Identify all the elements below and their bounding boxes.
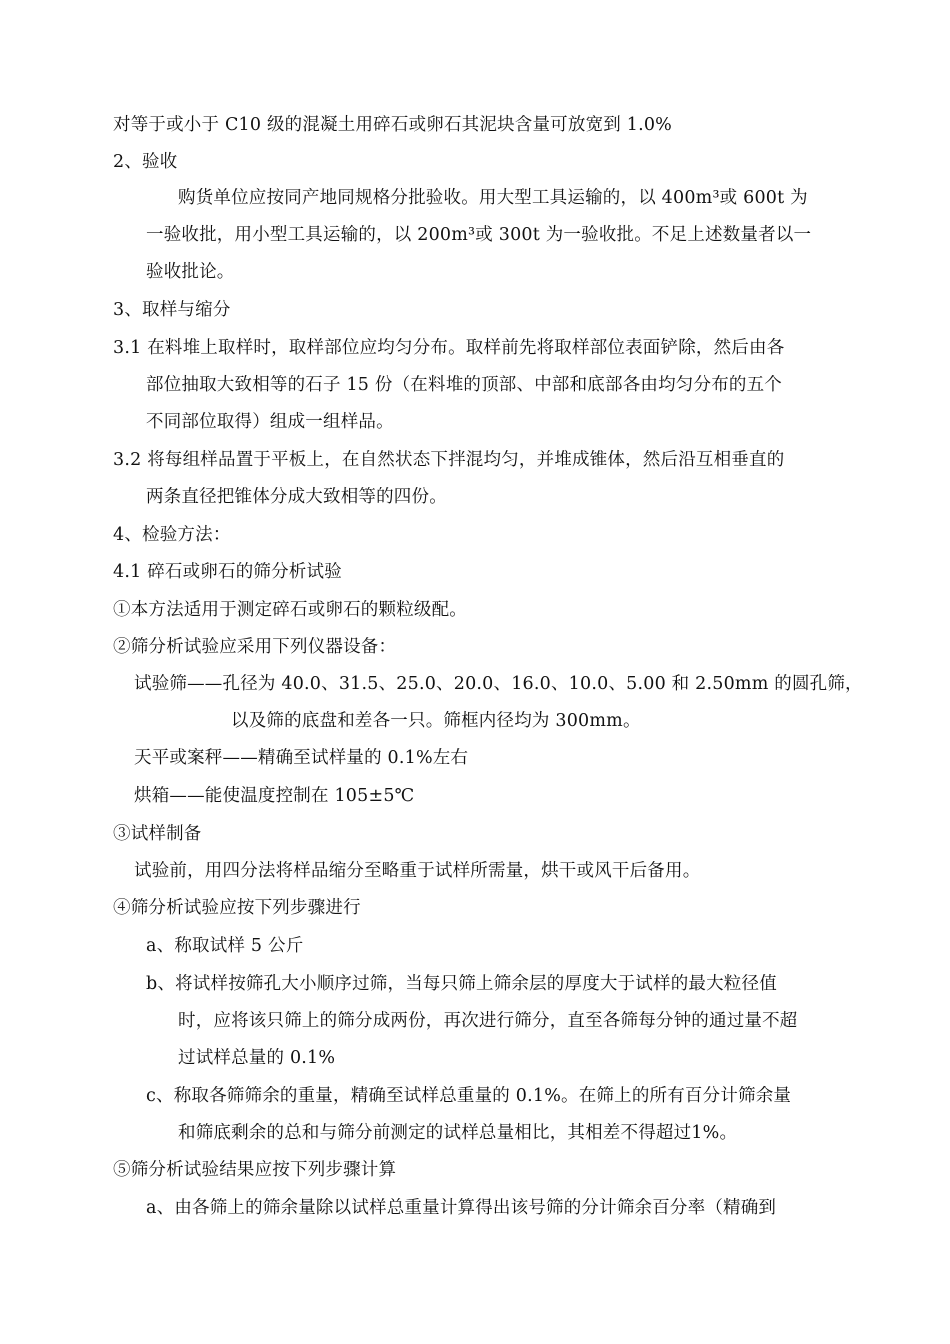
text-line: 时，应将该只筛上的筛分成两份，再次进行筛分，直至各筛每分钟的通过量不超: [178, 1011, 798, 1031]
text-line: 以及筛的底盘和差各一只。筛框内径均为 300mm。: [231, 711, 641, 731]
text-line: 验收批论。: [146, 262, 235, 282]
text-line: 一验收批，用小型工具运输的，以 200m³或 300t 为一验收批。不足上述数量者以一: [146, 225, 812, 245]
section-heading: 3、取样与缩分: [113, 300, 231, 320]
text-line: ②筛分析试验应采用下列仪器设备：: [113, 637, 397, 657]
text-line: a、称取试样 5 公斤: [146, 936, 304, 956]
text-line: 不同部位取得）组成一组样品。: [146, 412, 394, 432]
text-line: 烘箱——能使温度控制在 105±5℃: [134, 786, 415, 806]
text-line: 天平或案秤——精确至试样量的 0.1%左右: [134, 748, 469, 768]
text-line: ④筛分析试验应按下列步骤进行: [113, 898, 361, 918]
text-line: 过试样总量的 0.1%: [178, 1048, 336, 1068]
text-line: 3.2 将每组样品置于平板上，在自然状态下拌混均匀，并堆成锥体，然后沿互相垂直的: [113, 450, 785, 470]
text-line: a、由各筛上的筛余量除以试样总重量计算得出该号筛的分计筛余百分率（精确到: [146, 1198, 777, 1218]
text-line: 试验前，用四分法将样品缩分至略重于试样所需量，烘干或风干后备用。: [134, 861, 701, 881]
text-line: ⑤筛分析试验结果应按下列步骤计算: [113, 1160, 397, 1180]
text-line: ①本方法适用于测定碎石或卵石的颗粒级配。: [113, 600, 467, 620]
text-line: 两条直径把锥体分成大致相等的四份。: [146, 487, 447, 507]
section-heading: 4、检验方法：: [113, 525, 231, 545]
text-line: 和筛底剩余的总和与筛分前测定的试样总量相比，其相差不得超过1%。: [178, 1123, 738, 1143]
text-line: b、将试样按筛孔大小顺序过筛，当每只筛上筛余层的厚度大于试样的最大粒径值: [146, 974, 777, 994]
text-line: 对等于或小于 C10 级的混凝土用碎石或卵石其泥块含量可放宽到 1.0%: [113, 115, 673, 135]
text-line: 试验筛——孔径为 40.0、31.5、25.0、20.0、16.0、10.0、5.00 和 2.50mm 的圆孔筛，: [134, 674, 863, 694]
text-line: 购货单位应按同产地同规格分批验收。用大型工具运输的，以 400m³或 600t 为: [178, 188, 808, 208]
section-heading: 2、验收: [113, 152, 178, 172]
subsection-heading: 4.1 碎石或卵石的筛分析试验: [113, 562, 342, 582]
text-line: ③试样制备: [113, 824, 202, 844]
text-line: c、称取各筛筛余的重量，精确至试样总重量的 0.1%。在筛上的所有百分计筛余量: [146, 1086, 792, 1106]
text-line: 3.1 在料堆上取样时，取样部位应均匀分布。取样前先将取样部位表面铲除，然后由各: [113, 338, 785, 358]
text-line: 部位抽取大致相等的石子 15 份（在料堆的顶部、中部和底部各由均匀分布的五个: [146, 375, 782, 395]
